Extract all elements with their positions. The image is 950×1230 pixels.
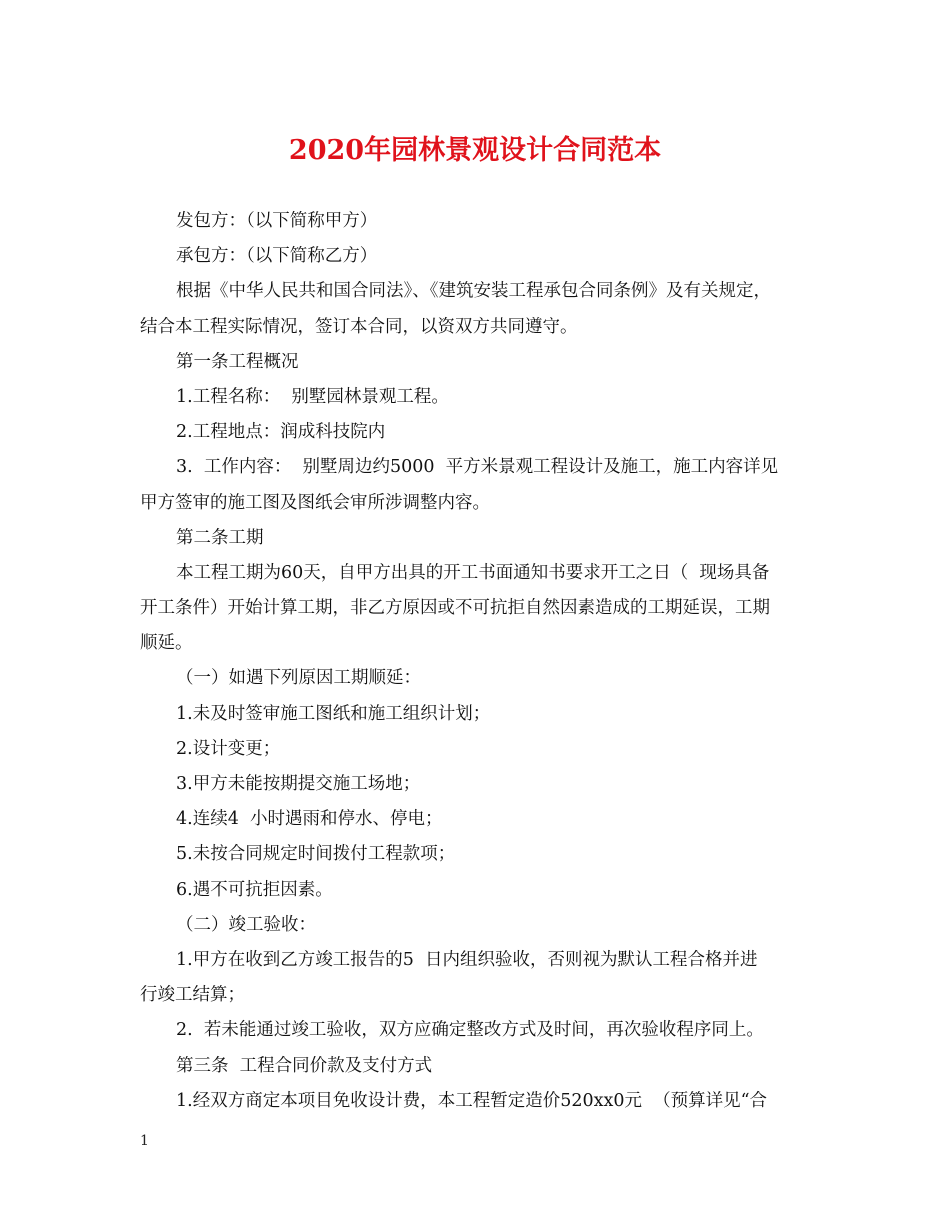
paragraph-line: （一）如遇下列原因工期顺延： (176, 668, 421, 689)
paragraph-line: 顺延。 (140, 633, 193, 654)
paragraph-line: 1.未及时签审施工图纸和施工组织计划； (176, 703, 491, 724)
paragraph-line: 甲方签审的施工图及图纸会审所涉调整内容。 (140, 492, 490, 513)
paragraph-line: 承包方：（以下简称乙方） (176, 246, 378, 267)
paragraph-line: 3.甲方未能按期提交施工场地； (176, 774, 421, 794)
paragraph-line: 1.工程名称： 别墅园林景观工程。 (176, 386, 449, 407)
paragraph-line: 发包方：（以下简称甲方） (176, 211, 378, 231)
paragraph-line: 4.连续4 小时遇雨和停水、停电； (176, 809, 443, 830)
paragraph-line: 2. 若未能通过竣工验收，双方应确定整改方式及时间，再次验收程序同上。 (176, 1020, 764, 1041)
paragraph-line: 第三条 工程合同价款及支付方式 (176, 1055, 433, 1076)
paragraph-line: 第二条工期 (176, 527, 264, 548)
paragraph-line: 5.未按合同规定时间拨付工程款项； (176, 844, 456, 865)
document-body (140, 204, 820, 1119)
document-title: 2020年园林景观设计合同范本 (288, 135, 662, 166)
paragraph-line: 根据《中华人民共和国合同法》、《建筑安装工程承包合同条例》及有关规定， (176, 281, 771, 302)
paragraph-line: 2.设计变更； (176, 738, 281, 759)
paragraph-line: 本工程工期为60天，自甲方出具的开工书面通知书要求开工之日（ 现场具备 (176, 562, 770, 583)
paragraph-line: 第一条工程概况 (176, 351, 299, 372)
paragraph-line: 6.遇不可抗拒因素。 (176, 879, 333, 900)
paragraph-line: 开工条件）开始计算工期，非乙方原因或不可抗拒自然因素造成的工期延误，工期 (140, 598, 770, 619)
paragraph-line: 3. 工作内容： 别墅周边约5000 平方米景观工程设计及施工，施工内容详见 (176, 457, 779, 478)
paragraph-line: 2.工程地点：润成科技院内 (176, 422, 386, 443)
paragraph-line: （二）竣工验收： (176, 914, 316, 935)
paragraph-line: 1.经双方商定本项目免收设计费，本工程暂定造价520xx0元 （预算详见“合 (176, 1090, 768, 1111)
paragraph-line: 行竣工结算； (140, 985, 245, 1006)
paragraph-line: 结合本工程实际情况，签订本合同，以资双方共同遵守。 (140, 316, 578, 337)
page-number: 1 (140, 1133, 149, 1149)
paragraph-line: 1.甲方在收到乙方竣工报告的5 日内组织验收，否则视为默认工程合格并进 (176, 949, 758, 970)
